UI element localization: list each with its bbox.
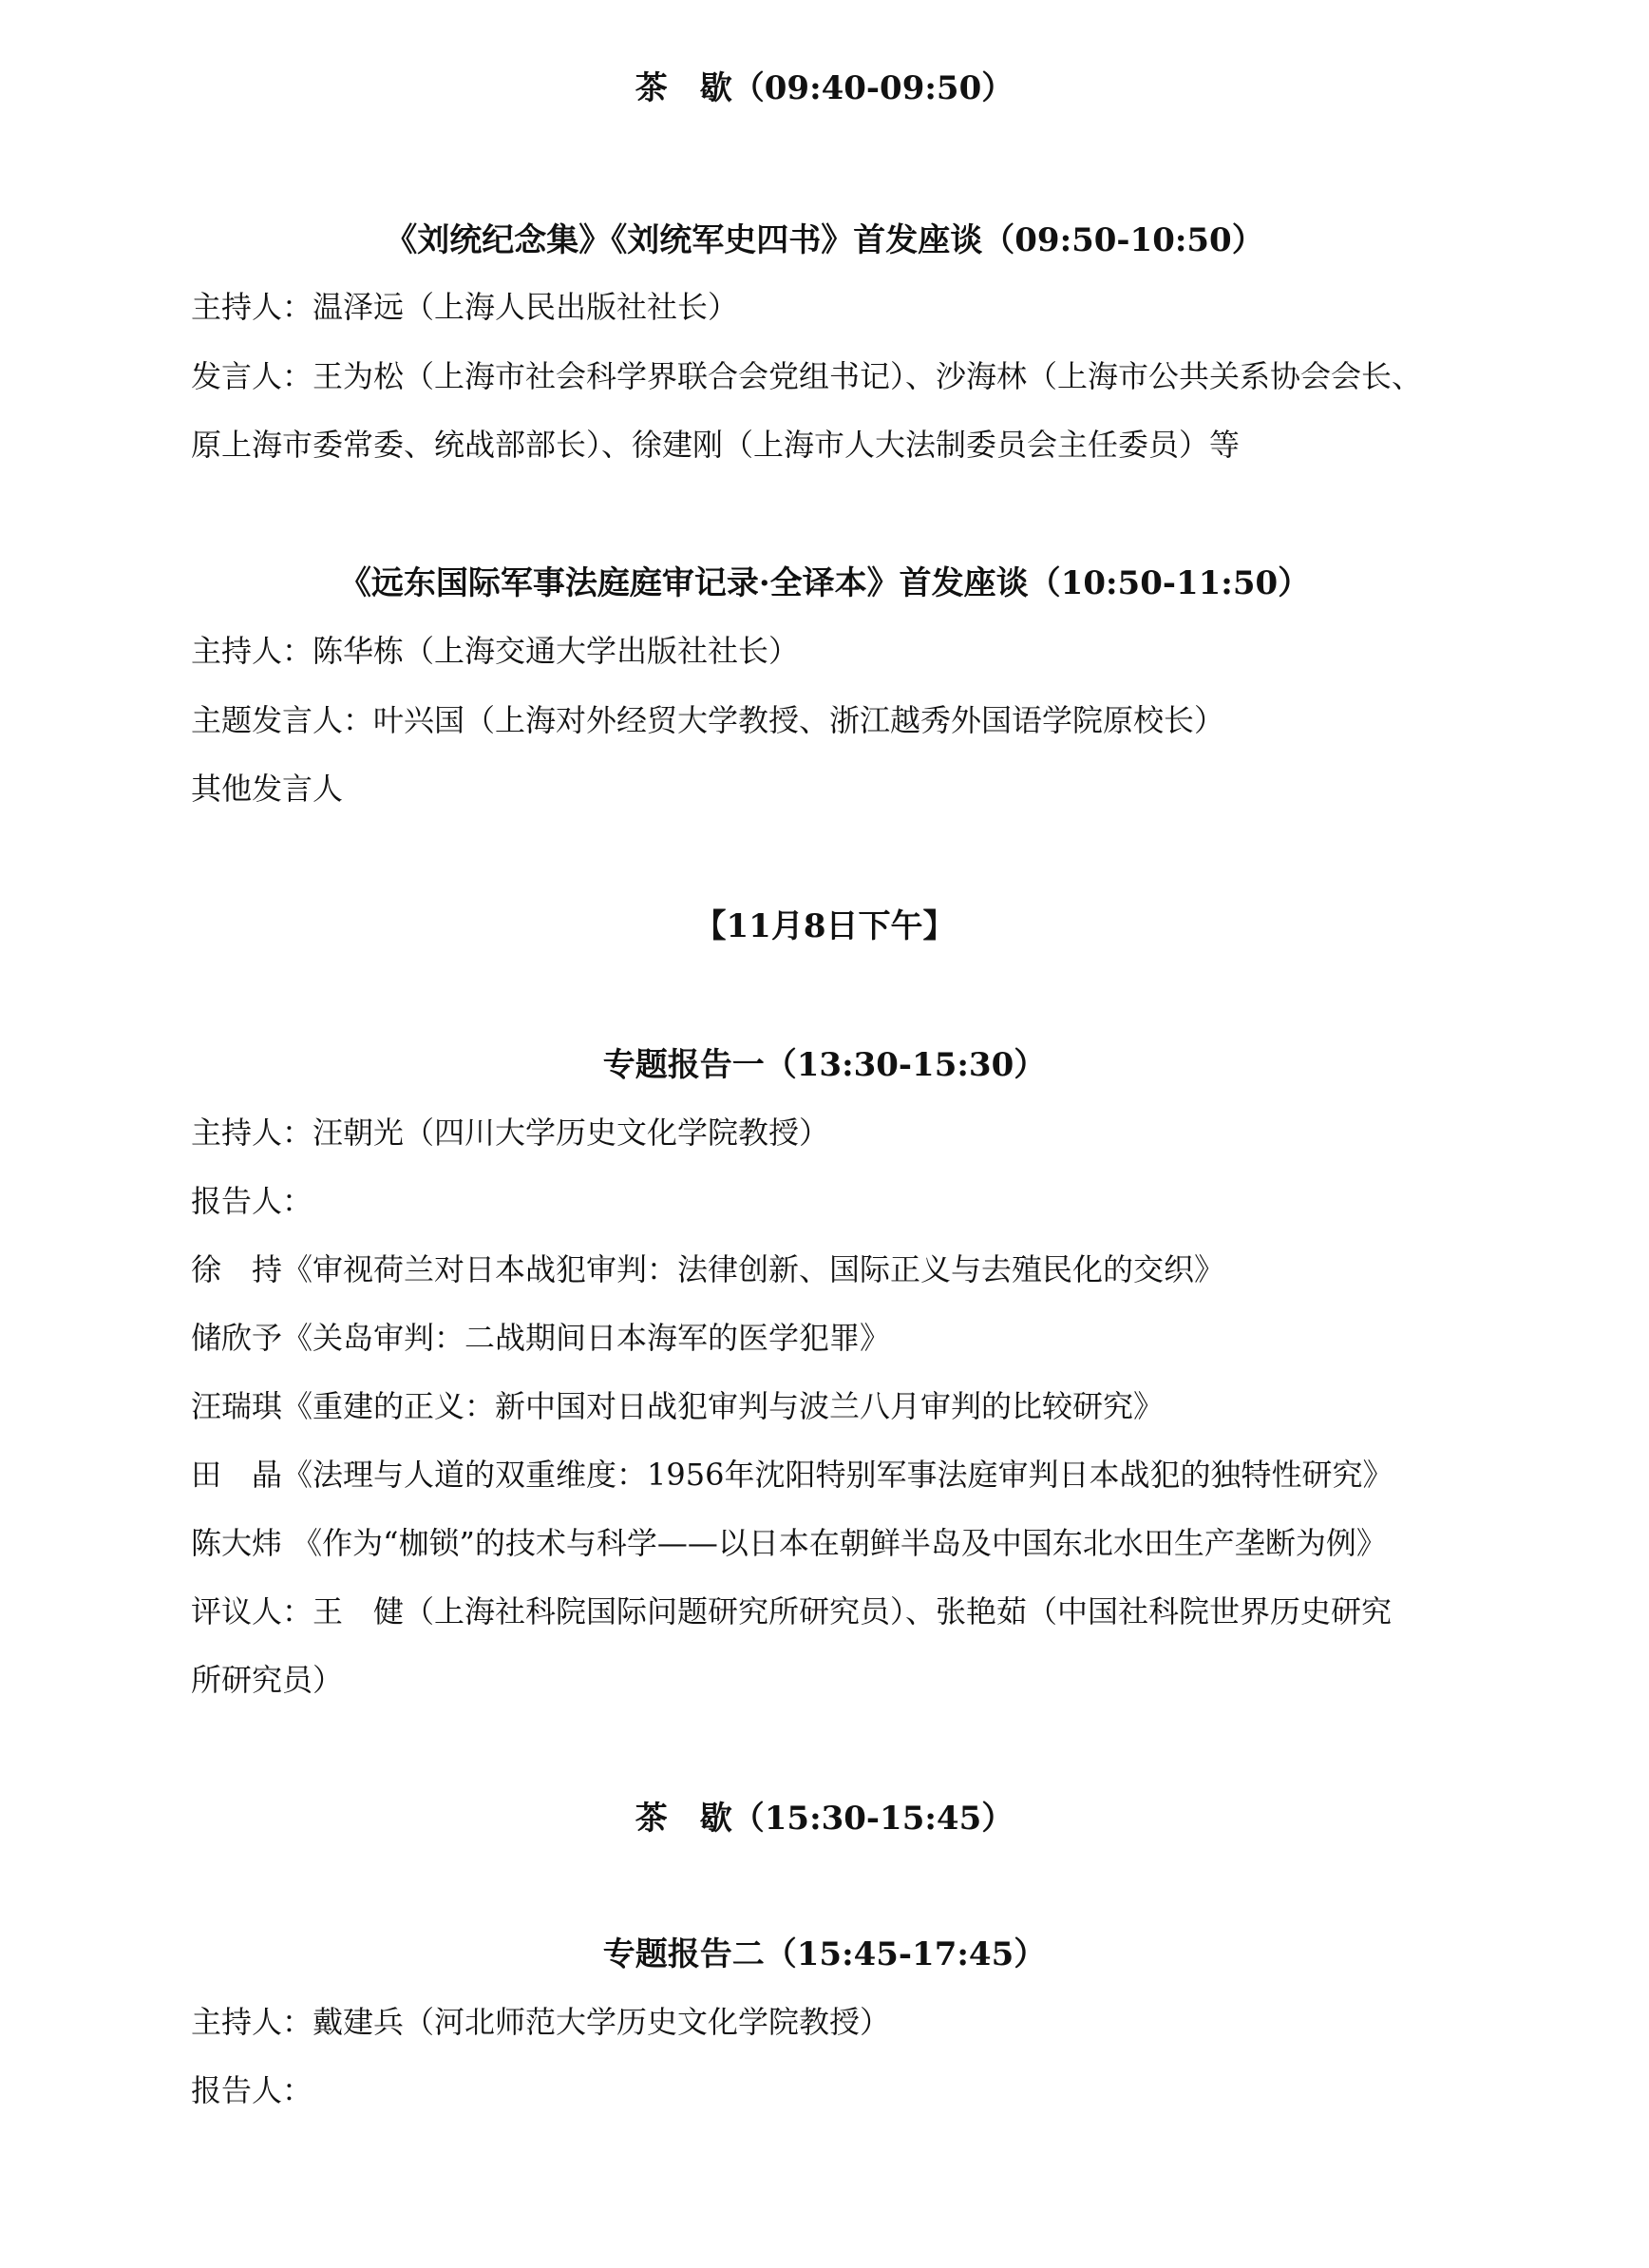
presentation-item: 陈大炜 《作为“枷锁”的技术与科学——以日本在朝鲜半岛及中国东北水田生产垄断为例》 [191, 1525, 1387, 1561]
host-line: 主持人：汪朝光（四川大学历史文化学院教授） [191, 1115, 830, 1151]
section-heading-imtfe-book-launch: 《远东国际军事法庭庭审记录·全译本》首发座谈（10:50-11:50） [338, 564, 1311, 602]
host-line: 主持人：戴建兵（河北师范大学历史文化学院教授） [191, 2004, 891, 2040]
section-heading-session-two: 专题报告二（15:45-17:45） [602, 1935, 1047, 1973]
host-line: 主持人：温泽远（上海人民出版社社长） [191, 289, 739, 325]
section-heading-tea-break-afternoon: 茶 歇（15:30-15:45） [635, 1800, 1014, 1838]
presentation-item: 汪瑞琪《重建的正义：新中国对日战犯审判与波兰八月审判的比较研究》 [191, 1388, 1165, 1424]
presenters-label: 报告人： [191, 1183, 313, 1219]
discussants-line: 评议人：王 健（上海社科院国际问题研究所研究员）、张艳茹（中国社科院世界历史研究 [191, 1593, 1393, 1630]
presentation-item: 徐 持《审视荷兰对日本战犯审判：法律创新、国际正义与去殖民化的交织》 [191, 1251, 1225, 1287]
host-line: 主持人：陈华栋（上海交通大学出版社社长） [191, 633, 800, 669]
keynote-speaker-line: 主题发言人：叶兴国（上海对外经贸大学教授、浙江越秀外国语学院原校长） [191, 702, 1225, 738]
discussants-line-continued: 所研究员） [191, 1662, 344, 1698]
presentation-item: 田 晶《法理与人道的双重维度：1956年沈阳特别军事法庭审判日本战犯的独特性研究》 [191, 1457, 1393, 1493]
date-heading-nov8-afternoon: 【11月8日下午】 [693, 907, 956, 945]
speakers-line: 发言人：王为松（上海市社会科学界联合会党组书记）、沙海林（上海市公共关系协会会长、 [191, 358, 1423, 394]
presentation-item: 储欣予《关岛审判：二战期间日本海军的医学犯罪》 [191, 1320, 891, 1356]
speakers-line-continued: 原上海市委常委、统战部部长）、徐建刚（上海市人大法制委员会主任委员）等 [191, 427, 1241, 463]
section-heading-tea-break-morning: 茶 歇（09:40-09:50） [635, 69, 1014, 107]
other-speakers-line: 其他发言人 [191, 771, 344, 807]
presenters-label: 报告人： [191, 2072, 313, 2108]
section-heading-liutong-book-launch: 《刘统纪念集》《刘统军史四书》首发座谈（09:50-10:50） [385, 221, 1264, 259]
section-heading-session-one: 专题报告一（13:30-15:30） [602, 1046, 1047, 1084]
